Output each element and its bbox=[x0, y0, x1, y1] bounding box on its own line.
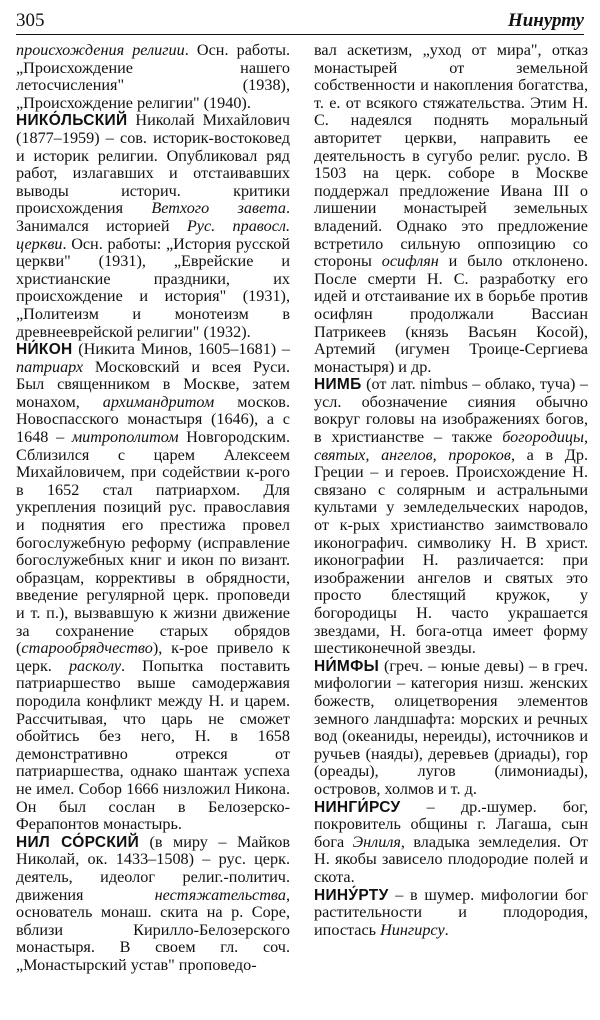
entry-headword: НИ́КОН bbox=[16, 341, 73, 359]
entry-headword: НИ́МФЫ bbox=[314, 657, 380, 675]
entry-headword: НИНУ́РТУ bbox=[314, 886, 389, 904]
italic-term: митрополитом bbox=[71, 428, 179, 447]
entry-ningirsu bbox=[314, 799, 588, 887]
text-run: , основатель монаш. скита на р. Соре, вблизи Кирилло-Белозерского монастыря. В своем гл. соч. „Монастырский устав" проповедо- bbox=[16, 885, 290, 974]
entry-nil-sorsky bbox=[16, 834, 290, 975]
entry-headword: НИНГИ́РСУ bbox=[314, 798, 401, 816]
text-run: москов. Новоспасского монастыря (1646), а с 1648 – bbox=[16, 392, 290, 447]
italic-term: осифлян bbox=[381, 252, 439, 271]
entry-headword: НИМБ bbox=[314, 376, 362, 394]
text-run: – в шумер. мифологии бог растительности и плодородия, ипостась bbox=[314, 885, 588, 939]
entry-nikolsky bbox=[16, 112, 290, 341]
text-run: (греч. – юные девы) – в греч. мифологии – категория низш. женских божеств, олицетворения элементов земного ландшафта: морских и речных вод (океаниды, нереиды), источников и ручьев (наяды), деревьев (дриады), гор (ореады), лугов (лимониады), островов, холмов и т. д. bbox=[314, 656, 588, 798]
text-run: . Осн. работы. „Происхождение нашего летосчисления" (1938), „Происхождение религии" (1940). bbox=[16, 41, 290, 112]
italic-term: нестяжательства bbox=[154, 885, 286, 904]
entry-nimfy bbox=[314, 658, 588, 799]
entry-body bbox=[314, 375, 588, 657]
entry-nimb bbox=[314, 376, 588, 658]
italic-term: происхождения религии bbox=[16, 41, 185, 59]
text-run: вал аскетизм, „уход от мира", отказ монастырей от земельной собственности и накопления богатства, т. е. от всякого стяжательства. Этим Н. С. надеялся поднять моральный авторитет церкви, направить ее деятельность в сугубо религ. русло. В 1503 на церк. соборе в Москве поддержал предложение Ивана III о лишении монастырей земельных владений. Однако это предложение встретило сильную оппозицию со стороны bbox=[314, 41, 588, 271]
text-run: , владыка земледелия. От Н. якобы зависело плодородие полей и скота. bbox=[314, 832, 589, 886]
text-run: Московский и всея Руси. Был священником в Москве, затем монахом, bbox=[16, 357, 290, 411]
text-run: (Никита Минов, 1605–1681) – bbox=[72, 340, 290, 359]
text-run: . Попытка поставить патриаршество выше самодержавия породила конфликт между Н. и царем. Рассчитывая, что царь не сможет обойтись без него, Н. в 1658 демонстративно отрекся от патриаршества, однако шантаж успеха не имел. Собор 1666 низложил Никона. Он был сослан в Белозерско-Ферапонтов монастырь. bbox=[16, 656, 291, 834]
entry-body bbox=[314, 657, 588, 798]
italic-term: патриарх bbox=[16, 357, 84, 376]
running-head: Нинурту bbox=[507, 10, 584, 31]
text-run: (в миру – Майков Николай, ок. 1433–1508) – рус. церк. деятель, идеолог религ.-политич. движения bbox=[16, 832, 290, 904]
entry-nikon bbox=[16, 341, 290, 834]
text-run: . Осн. работы: „История русской церкви" (1931), „Еврейские и христианские праздники, их происхождение и история" (1931), „Политеизм и монотеизм в древнееврейской религии" (1932). bbox=[16, 234, 290, 341]
page-number: 305 bbox=[16, 10, 45, 31]
italic-term: Нингирсу bbox=[380, 920, 445, 939]
entry-ninurtu bbox=[314, 887, 588, 940]
entry-headword: НИЛ СО́РСКИЙ bbox=[16, 833, 140, 851]
text-run: (от лат. nimbus – облако, туча) – усл. обозначение сияния обычно вокруг головы на изображениях богов, в христианстве – также bbox=[314, 375, 588, 447]
italic-term: старообрядчество bbox=[21, 639, 153, 658]
entry-body bbox=[16, 340, 290, 833]
italic-term: расколу bbox=[68, 656, 122, 675]
italic-term: Ветхого завета bbox=[151, 199, 286, 218]
entry-continuation bbox=[16, 42, 290, 112]
italic-term: богородицы, святых, ангелов, пророков bbox=[314, 428, 588, 464]
italic-term: Рус. правосл. церкви bbox=[16, 216, 290, 253]
text-run: Новгородским. Сблизился с царем Алексеем Михайловичем, при содействии к-рого в 1652 стал патриархом. Для укрепления позиций рус. православия и поднятия его престижа провел богослужебную реформу (исправление богослужебных книг и икон по визант. образцам, коррективы в обрядности, введение регулярной церк. проповеди и т. п.), вызвавшую к жизни движение за сохранение старых обрядов ( bbox=[16, 428, 290, 658]
text-run: , а в Др. Греции – и героев. Происхождение Н. связано с солярным и астральными культами у земледельческих народов, от к-рых христианство заимствовало иконографич. символику Н. В христ. иконографии Н. различается: при изображении ангелов и святых это просто блестящий кружок, у богородицы Н. часто украшается звездами, Н. бога-отца имеет форму шестиконечной звезды. bbox=[314, 445, 588, 658]
page-header bbox=[16, 6, 584, 35]
left-column bbox=[16, 42, 290, 974]
text-run: ), к-рое привело к церк. bbox=[16, 639, 290, 675]
entry-body bbox=[16, 111, 290, 340]
text-run: . bbox=[444, 920, 449, 939]
italic-term: Энлиля bbox=[352, 832, 401, 851]
text-run: Николай Михайлович (1877–1959) – сов. историк-востоковед и историк религии. Опубликовал ряд работ, излагавших и отстаивавших выводы историч. критики происхождения bbox=[16, 111, 290, 218]
text-run: . Занимался историей bbox=[16, 199, 290, 235]
entry-continuation bbox=[314, 42, 588, 376]
right-column bbox=[314, 42, 588, 939]
entry-headword: НИКО́ЛЬСКИЙ bbox=[16, 112, 128, 130]
entry-body bbox=[16, 833, 290, 974]
text-run: и было отклонено. После смерти Н. С. разработку его идей и отстаивание их в борьбе против осифлян продолжали Вассиан Патрикеев (князь Васьян Косой), Артемий (игумен Троице-Сергиева монастыря) и др. bbox=[314, 252, 588, 376]
italic-term: архимандритом bbox=[102, 392, 215, 411]
text-run: – др.-шумер. бог, покровитель общины г. Лагаша, сын бога bbox=[314, 797, 588, 851]
